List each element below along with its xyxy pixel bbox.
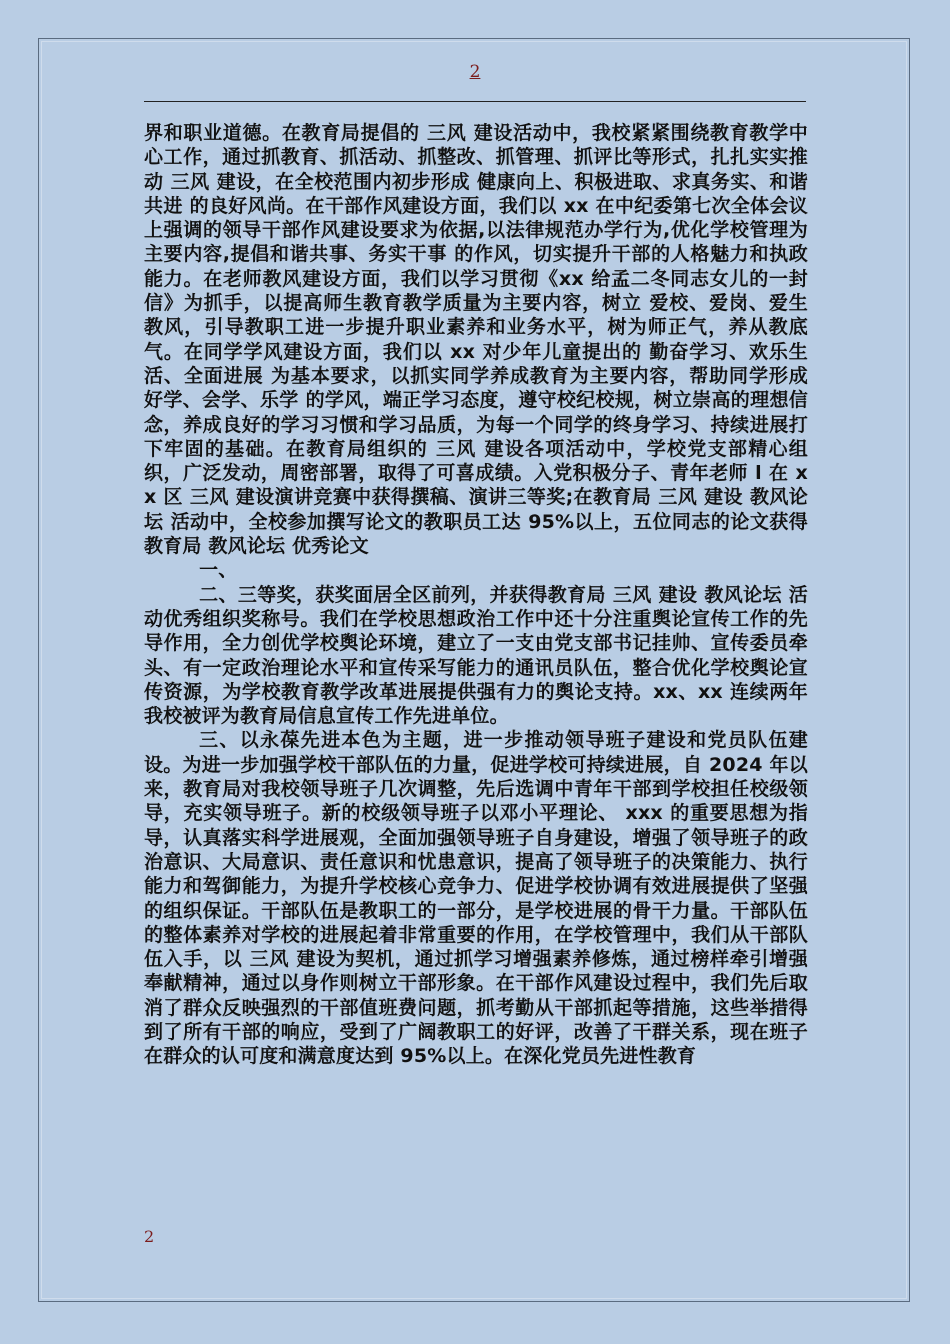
header-page-number: 2 bbox=[469, 62, 481, 82]
paragraph-2: 一、 bbox=[199, 559, 238, 582]
paragraph-1: 界和职业道德。在教育局提倡的 三风 建设活动中，我校紧紧围绕教育教学中心工作，通过抓教育、抓活动、抓整改、抓管理、抓评比等形式，扎扎实实推动 三风 建设，在全校范围内初步形成 健康向上、积极进取、求真务实、和谐共进 的良好风尚。在干部作风建设方面，我们以 xx 在中纪委第七次全体会议上强调的领导干部作风建设要求为依据,以法律规范办学行为,优化学校管理为主要内容,提倡和谐共事、务实干事 的作风，切实提升干部的人格魅力和执政能力。在老师教风建设方面，我们以学习贯彻《xx 给孟二冬同志女儿的一封信》为抓手，以提高师生教育教学质量为主要内容，树立 爱校、爱岗、爱生 教风，引导教职工进一步提升职业素养和业务水平，树为师正气，养从教底气。在同学学风建设方面，我们以 xx 对少年儿童提出的 勤奋学习、欢乐生活、全面进展 为基本要求，以抓实同学养成教育为主要内容，帮助同学形成 好学、会学、乐学 的学风，端正学习态度，遵守校纪校规，树立崇高的理想信念，养成良好的学习习惯和学习品质，为每一个同学的终身学习、持续进展打下牢固的基础。在教育局组织的 三风 建设各项活动中，学校党支部精心组织，广泛发动，周密部署，取得了可喜成绩。入党积极分子、青年老师 l 在 xx 区 三风 建设演讲竞赛中获得撰稿、演讲三等奖;在教育局 三风 建设 教风论坛 活动中，全校参加撰写论文的教职员工达 95%以上，五位同志的论文获得教育局 教风论坛 优秀论文 bbox=[144, 122, 808, 558]
paragraph-3: 二、三等奖，获奖面居全区前列，并获得教育局 三风 建设 教风论坛 活动优秀组织奖称号。我们在学校思想政治工作中还十分注重舆论宣传工作的先导作用，全力创优学校舆论环境，建立了一支由党支部书记挂帅、宣传委员牵头、有一定政治理论水平和宣传采写能力的通讯员队伍，整合优化学校舆论宣传资源，为学校教育教学改革进展提供强有力的舆论支持。xx、xx 连续两年我校被评为教育局信息宣传工作先进单位。 bbox=[144, 583, 808, 728]
paragraph-4: 三、以永葆先进本色为主题，进一步推动领导班子建设和党员队伍建设。为进一步加强学校干部队伍的力量，促进学校可持续进展，自 2024 年以来，教育局对我校领导班子几次调整，先后选调中青年干部到学校担任校级领导，充实领导班子。新的校级领导班子以邓小平理论、 xxx 的重要思想为指导，认真落实科学进展观，全面加强领导班子自身建设，增强了领导班子的政治意识、大局意识、责任意识和忧患意识，提高了领导班子的决策能力、执行能力和驾御能力，为提升学校核心竞争力、促进学校协调有效进展提供了坚强的组织保证。干部队伍是教职工的一部分，是学校进展的骨干力量。干部队伍的整体素养对学校的进展起着非常重要的作用，在学校管理中，我们从干部队伍入手，以 三风 建设为契机，通过抓学习增强素养修炼，通过榜样牵引增强奉献精神，通过以身作则树立干部形象。在干部作风建设过程中，我们先后取消了群众反映强烈的干部值班费问题，抓考勤从干部抓起等措施，这些举措得到了所有干部的响应，受到了广阔教职工的好评，改善了干群关系，现在班子在群众的认可度和满意度达到 95%以上。在深化党员先进性教育 bbox=[144, 729, 808, 1068]
document-body bbox=[144, 121, 808, 1069]
footer-page-number: 2 bbox=[144, 1227, 155, 1246]
header-divider bbox=[144, 101, 806, 102]
